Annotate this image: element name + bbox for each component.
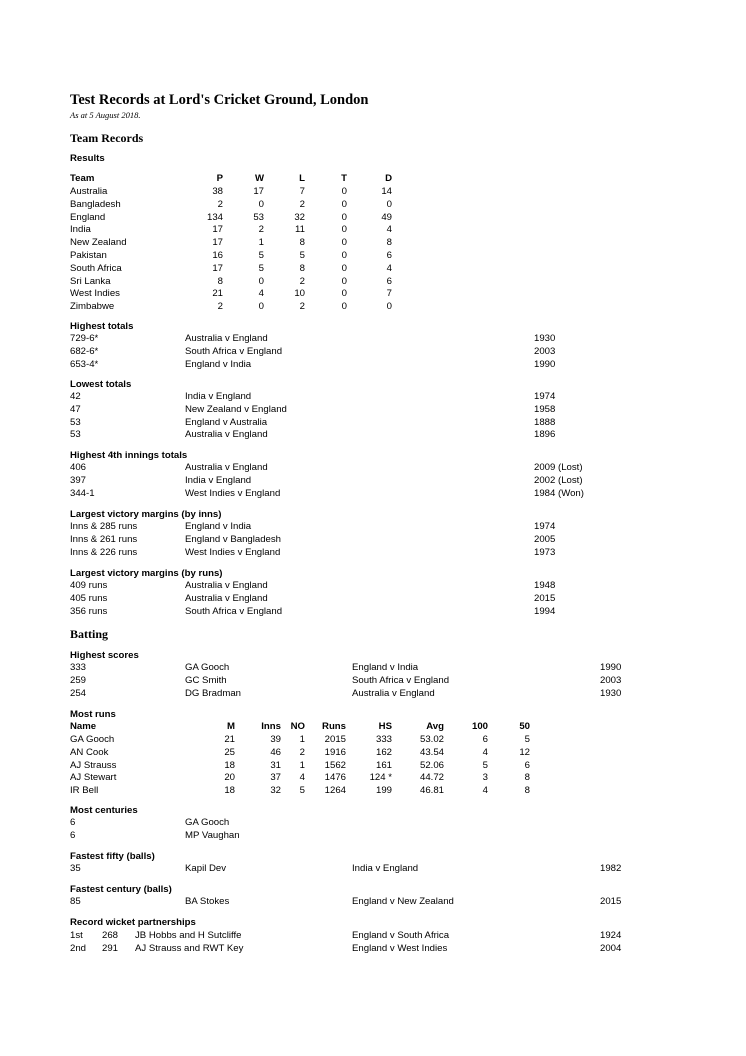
won-cell: 53: [253, 211, 264, 223]
column-header-w: W: [254, 173, 264, 184]
column-header-team: Team: [70, 173, 95, 184]
match-cell: West Indies v England: [185, 487, 281, 499]
column-header-name: Name: [70, 721, 97, 732]
partnership-runs-cell: 291: [102, 942, 119, 954]
results-header-row: [0, 173, 746, 186]
runs-cell: 2015: [324, 734, 346, 745]
list-item: [0, 606, 746, 619]
list-item: [0, 547, 746, 560]
fifties-cell: 8: [524, 772, 530, 784]
match-cell: Australia v England: [185, 462, 268, 473]
wicket-cell: 1st: [70, 930, 83, 941]
fifties-cell: 8: [524, 785, 530, 797]
table-row: [0, 263, 746, 276]
player-cell: GA Gooch: [185, 662, 230, 673]
record-value: 409 runs: [70, 580, 108, 591]
record-value: 405 runs: [70, 592, 108, 604]
won-cell: 0: [258, 301, 264, 313]
tied-cell: 0: [341, 211, 347, 223]
record-value: 6: [70, 829, 76, 841]
subheading-results: Results: [70, 153, 105, 164]
team-cell: South Africa: [70, 262, 122, 274]
record-value: 259: [70, 674, 87, 686]
year-cell: 1958: [534, 403, 556, 415]
list-item: [0, 417, 746, 430]
matches-cell: 18: [224, 759, 235, 771]
table-row: [0, 224, 746, 237]
match-cell: Australia v England: [185, 592, 268, 604]
match-cell: England v India: [185, 358, 252, 370]
column-header-p: P: [216, 173, 223, 184]
won-cell: 1: [258, 237, 264, 249]
year-cell: 1984 (Won): [534, 487, 584, 499]
column-header-l: L: [299, 173, 305, 184]
record-value: Inns & 226 runs: [70, 546, 138, 558]
match-cell: Australia v England: [185, 580, 268, 591]
player-cell: GC Smith: [185, 674, 227, 686]
match-cell: India v England: [185, 474, 252, 486]
players-cell: JB Hobbs and H Sutcliffe: [135, 930, 242, 941]
match-cell: New Zealand v England: [185, 403, 287, 415]
won-cell: 4: [258, 288, 264, 300]
team-cell: Pakistan: [70, 250, 107, 261]
table-row: [0, 199, 746, 212]
match-cell: South Africa v England: [352, 674, 450, 686]
subheading-victory-by-runs: Largest victory margins (by runs): [70, 568, 223, 579]
record-value: 47: [70, 403, 81, 415]
played-cell: 17: [212, 262, 223, 274]
page-title: Test Records at Lord's Cricket Ground, London: [70, 92, 369, 108]
drawn-cell: 0: [386, 301, 392, 313]
not-outs-cell: 2: [299, 746, 305, 758]
won-cell: 17: [253, 186, 264, 197]
list-item: [0, 333, 746, 346]
match-cell: Australia v England: [185, 333, 268, 344]
partnership-runs-cell: 268: [102, 930, 119, 941]
drawn-cell: 14: [381, 186, 392, 197]
fifties-cell: 12: [519, 746, 530, 758]
table-row: [0, 212, 746, 225]
runs-cell: 1476: [324, 772, 346, 784]
list-item: [0, 404, 746, 417]
section-heading-team-records: Team Records: [70, 131, 144, 145]
column-header-t: T: [341, 173, 347, 184]
column-header-hs: HS: [378, 721, 392, 732]
hundreds-cell: 4: [482, 746, 488, 758]
lost-cell: 10: [294, 288, 305, 300]
record-value: 42: [70, 391, 81, 402]
list-item: [0, 943, 746, 956]
matches-cell: 18: [224, 785, 235, 797]
hundreds-cell: 4: [482, 785, 488, 797]
year-cell: 1974: [534, 391, 556, 402]
year-cell: 1924: [600, 930, 622, 941]
players-cell: AJ Strauss and RWT Key: [135, 942, 244, 954]
list-item: [0, 817, 746, 830]
team-cell: Australia: [70, 186, 108, 197]
most-runs-header-row: [0, 721, 746, 734]
subheading-highest-totals: Highest totals: [70, 321, 134, 332]
year-cell: 1948: [534, 580, 556, 591]
tied-cell: 0: [341, 262, 347, 274]
match-cell: England v South Africa: [352, 930, 450, 941]
table-row: [0, 734, 746, 747]
table-row: [0, 186, 746, 199]
list-item: [0, 488, 746, 501]
innings-cell: 31: [270, 759, 281, 771]
year-cell: 1896: [534, 429, 556, 441]
played-cell: 17: [212, 237, 223, 249]
played-cell: 17: [212, 224, 223, 236]
player-cell: BA Stokes: [185, 896, 230, 907]
player-cell: Kapil Dev: [185, 863, 227, 874]
matches-cell: 20: [224, 772, 235, 784]
record-value: Inns & 261 runs: [70, 533, 138, 545]
lost-cell: 11: [295, 224, 305, 236]
column-header-inns: Inns: [261, 721, 281, 732]
subheading-record-partnerships: Record wicket partnerships: [70, 917, 196, 928]
subheading-most-centuries: Most centuries: [70, 805, 138, 816]
year-cell: 2003: [534, 345, 556, 357]
list-item: [0, 593, 746, 606]
drawn-cell: 6: [386, 250, 392, 261]
year-cell: 1990: [600, 662, 622, 673]
record-value: 344-1: [70, 487, 95, 499]
drawn-cell: 0: [386, 198, 392, 210]
drawn-cell: 8: [386, 237, 392, 249]
player-cell: IR Bell: [70, 785, 99, 797]
drawn-cell: 7: [386, 288, 392, 300]
column-header-50: 50: [519, 721, 530, 732]
section-heading-batting: Batting: [70, 627, 109, 641]
year-cell: 1930: [534, 333, 556, 344]
list-item: [0, 521, 746, 534]
table-row: [0, 760, 746, 773]
innings-cell: 39: [270, 734, 281, 745]
subheading-fastest-fifty: Fastest fifty (balls): [70, 851, 155, 862]
team-cell: India: [70, 224, 91, 236]
list-item: [0, 429, 746, 442]
match-cell: England v New Zealand: [352, 896, 454, 907]
team-cell: Bangladesh: [70, 198, 121, 210]
list-item: [0, 534, 746, 547]
player-cell: AJ Strauss: [70, 759, 117, 771]
high-score-cell: 161: [375, 759, 392, 771]
tied-cell: 0: [341, 288, 347, 300]
record-value: 406: [70, 462, 87, 473]
list-item: [0, 346, 746, 359]
average-cell: 53.02: [419, 734, 444, 745]
average-cell: 46.81: [419, 785, 444, 797]
won-cell: 0: [258, 198, 264, 210]
tied-cell: 0: [341, 250, 347, 261]
match-cell: England v India: [185, 521, 252, 532]
match-cell: Australia v England: [185, 429, 268, 441]
list-item: [0, 688, 746, 701]
not-outs-cell: 5: [299, 785, 305, 797]
subheading-victory-by-inns: Largest victory margins (by inns): [70, 509, 222, 520]
high-score-cell: 124 *: [369, 772, 392, 784]
high-score-cell: 199: [375, 785, 392, 797]
match-cell: England v India: [352, 662, 419, 673]
list-item: [0, 830, 746, 843]
innings-cell: 32: [270, 785, 281, 797]
record-value: 653-4*: [70, 358, 99, 370]
record-value: 35: [70, 863, 81, 874]
drawn-cell: 4: [386, 262, 392, 274]
high-score-cell: 162: [375, 746, 392, 758]
innings-cell: 46: [270, 746, 281, 758]
match-cell: West Indies v England: [185, 546, 281, 558]
column-header-d: D: [385, 173, 392, 184]
wicket-cell: 2nd: [70, 942, 87, 954]
tied-cell: 0: [341, 224, 347, 236]
player-cell: GA Gooch: [185, 817, 230, 828]
fifties-cell: 5: [524, 734, 530, 745]
runs-cell: 1562: [324, 759, 346, 771]
drawn-cell: 6: [386, 275, 392, 287]
hundreds-cell: 5: [482, 759, 488, 771]
match-cell: England v West Indies: [352, 942, 448, 954]
won-cell: 0: [258, 275, 264, 287]
record-value: 397: [70, 474, 87, 486]
team-cell: England: [70, 211, 106, 223]
list-item: [0, 359, 746, 372]
played-cell: 2: [217, 301, 223, 313]
subheading-highest-scores: Highest scores: [70, 650, 139, 661]
match-cell: India v England: [185, 391, 252, 402]
subheading-lowest-totals: Lowest totals: [70, 379, 132, 390]
list-item: [0, 930, 746, 943]
fifties-cell: 6: [524, 759, 530, 771]
runs-cell: 1916: [324, 746, 346, 758]
year-cell: 2009 (Lost): [534, 462, 583, 473]
column-header-runs: Runs: [322, 721, 346, 732]
table-row: [0, 237, 746, 250]
played-cell: 134: [206, 211, 223, 223]
not-outs-cell: 1: [299, 734, 305, 745]
average-cell: 44.72: [419, 772, 444, 784]
lost-cell: 2: [299, 301, 305, 313]
record-value: 356 runs: [70, 605, 108, 617]
team-cell: New Zealand: [70, 237, 127, 249]
year-cell: 2004: [600, 942, 622, 954]
played-cell: 2: [217, 198, 223, 210]
match-cell: Australia v England: [352, 687, 435, 699]
not-outs-cell: 1: [299, 759, 305, 771]
year-cell: 1982: [600, 863, 622, 874]
lost-cell: 2: [299, 275, 305, 287]
year-cell: 1974: [534, 521, 556, 532]
record-value: 254: [70, 687, 87, 699]
table-row: [0, 747, 746, 760]
lost-cell: 2: [299, 198, 305, 210]
played-cell: 16: [212, 250, 223, 261]
list-item: [0, 662, 746, 675]
tied-cell: 0: [341, 275, 347, 287]
record-value: 729-6*: [70, 333, 99, 344]
record-value: 6: [70, 817, 76, 828]
column-header-m: M: [227, 721, 235, 732]
year-cell: 1994: [534, 605, 556, 617]
team-cell: Sri Lanka: [70, 275, 111, 287]
tied-cell: 0: [341, 301, 347, 313]
column-header-no: NO: [290, 721, 305, 732]
average-cell: 52.06: [419, 759, 444, 771]
table-row: [0, 301, 746, 314]
year-cell: 2002 (Lost): [534, 474, 583, 486]
list-item: [0, 462, 746, 475]
record-value: 53: [70, 429, 81, 441]
list-item: [0, 391, 746, 404]
lost-cell: 7: [299, 186, 305, 197]
tied-cell: 0: [341, 237, 347, 249]
record-value: 333: [70, 662, 87, 673]
list-item: [0, 675, 746, 688]
list-item: [0, 475, 746, 488]
table-row: [0, 288, 746, 301]
played-cell: 21: [212, 288, 223, 300]
table-row: [0, 785, 746, 798]
player-cell: GA Gooch: [70, 734, 115, 745]
record-value: 85: [70, 896, 81, 907]
record-value: Inns & 285 runs: [70, 521, 138, 532]
played-cell: 8: [217, 275, 223, 287]
list-item: [0, 863, 746, 876]
not-outs-cell: 4: [299, 772, 305, 784]
innings-cell: 37: [270, 772, 281, 784]
table-row: [0, 276, 746, 289]
match-cell: England v Australia: [185, 416, 268, 428]
year-cell: 1990: [534, 358, 556, 370]
year-cell: 2005: [534, 533, 556, 545]
team-cell: West Indies: [70, 288, 120, 300]
hundreds-cell: 6: [482, 734, 488, 745]
matches-cell: 25: [224, 746, 235, 758]
lost-cell: 5: [299, 250, 305, 261]
match-cell: India v England: [352, 863, 419, 874]
won-cell: 2: [258, 224, 264, 236]
hundreds-cell: 3: [482, 772, 488, 784]
average-cell: 43.54: [419, 746, 444, 758]
player-cell: MP Vaughan: [185, 829, 240, 841]
year-cell: 2015: [534, 592, 556, 604]
tied-cell: 0: [341, 198, 347, 210]
drawn-cell: 4: [386, 224, 392, 236]
played-cell: 38: [212, 186, 223, 197]
table-row: [0, 250, 746, 263]
column-header-avg: Avg: [426, 721, 444, 732]
won-cell: 5: [258, 262, 264, 274]
tied-cell: 0: [341, 186, 347, 197]
as-at-date: As at 5 August 2018.: [70, 110, 141, 120]
drawn-cell: 49: [381, 211, 392, 223]
team-cell: Zimbabwe: [70, 301, 115, 313]
matches-cell: 21: [224, 734, 235, 745]
subheading-fastest-century: Fastest century (balls): [70, 884, 172, 895]
player-cell: AN Cook: [70, 746, 109, 758]
record-value: 682-6*: [70, 345, 99, 357]
year-cell: 1930: [600, 687, 622, 699]
year-cell: 1888: [534, 416, 556, 428]
subheading-highest-4th-innings: Highest 4th innings totals: [70, 450, 188, 461]
year-cell: 2003: [600, 674, 622, 686]
column-header-100: 100: [471, 721, 488, 732]
high-score-cell: 333: [375, 734, 392, 745]
match-cell: England v Bangladesh: [185, 533, 282, 545]
player-cell: DG Bradman: [185, 687, 241, 699]
year-cell: 2015: [600, 896, 622, 907]
runs-cell: 1264: [324, 785, 346, 797]
list-item: [0, 580, 746, 593]
table-row: [0, 772, 746, 785]
player-cell: AJ Stewart: [70, 772, 117, 784]
lost-cell: 8: [299, 262, 305, 274]
match-cell: South Africa v England: [185, 345, 283, 357]
record-value: 53: [70, 416, 81, 428]
year-cell: 1973: [534, 546, 556, 558]
list-item: [0, 896, 746, 909]
lost-cell: 32: [294, 211, 305, 223]
match-cell: South Africa v England: [185, 605, 283, 617]
subheading-most-runs: Most runs: [70, 709, 116, 720]
lost-cell: 8: [299, 237, 305, 249]
won-cell: 5: [258, 250, 264, 261]
